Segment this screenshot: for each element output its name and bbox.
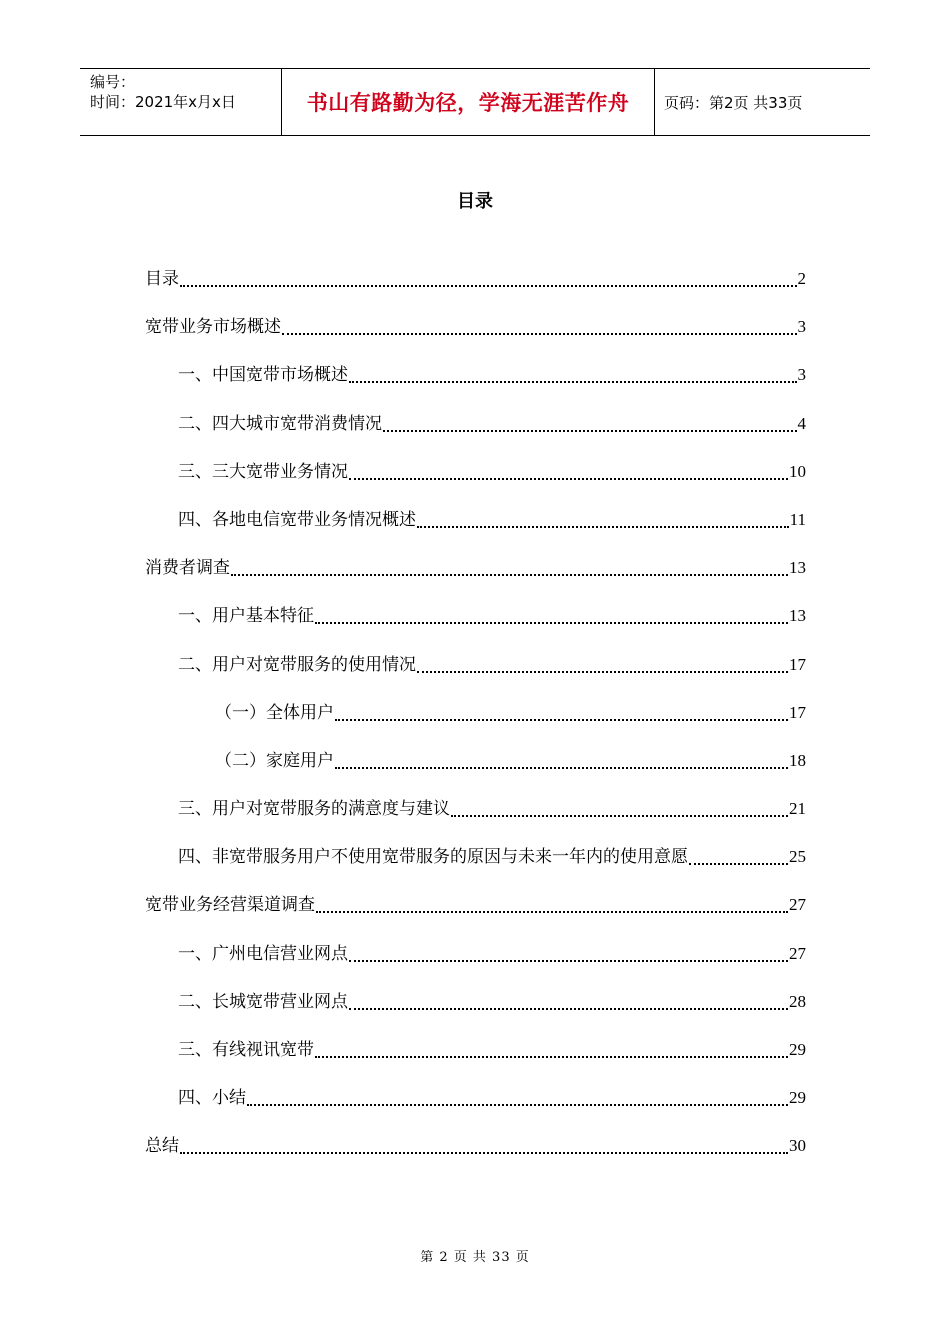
toc-entry-label: 一、用户基本特征 bbox=[178, 606, 314, 627]
toc-entry-page-number: 25 bbox=[789, 847, 806, 867]
toc-entry-page-number: 27 bbox=[789, 895, 806, 915]
toc-entry[interactable] bbox=[145, 941, 806, 989]
toc-dot-leader bbox=[349, 989, 788, 1010]
toc-dot-leader bbox=[349, 941, 788, 962]
toc-entry-label: 四、小结 bbox=[178, 1088, 246, 1109]
toc-entry-label: 目录 bbox=[145, 269, 179, 289]
toc-dot-leader bbox=[315, 603, 788, 624]
toc-entry[interactable] bbox=[145, 1085, 806, 1133]
toc-entry-label: 三、用户对宽带服务的满意度与建议 bbox=[178, 799, 450, 820]
toc-entry-page-number: 2 bbox=[797, 269, 806, 288]
toc-dot-leader bbox=[335, 748, 788, 769]
toc-entry-page-number: 10 bbox=[789, 461, 806, 481]
toc-dot-leader bbox=[383, 411, 797, 432]
toc-entry-label: 三、三大宽带业务情况 bbox=[178, 461, 348, 482]
toc-entry-label: 一、广州电信营业网点 bbox=[178, 943, 348, 964]
toc-entry[interactable] bbox=[145, 555, 806, 603]
toc-dot-leader bbox=[417, 507, 789, 528]
toc-entry[interactable] bbox=[145, 700, 806, 748]
toc-dot-leader bbox=[335, 700, 788, 721]
header-info-cell bbox=[80, 69, 282, 135]
toc-entry-page-number: 27 bbox=[789, 943, 806, 963]
toc-entry-page-number: 13 bbox=[789, 558, 806, 578]
toc-entry-page-number: 13 bbox=[789, 606, 806, 626]
header-number-label: 编号： bbox=[90, 73, 136, 91]
toc-entry-label: （一）全体用户 bbox=[215, 702, 334, 723]
toc-entry-page-number: 4 bbox=[797, 413, 806, 433]
toc-entry[interactable] bbox=[145, 507, 806, 555]
page-header bbox=[80, 68, 870, 136]
toc-entry[interactable] bbox=[145, 892, 806, 940]
toc-entry-label: （二）家庭用户 bbox=[215, 750, 334, 771]
toc-dot-leader bbox=[282, 314, 797, 335]
toc-entry-label: 二、四大城市宽带消费情况 bbox=[178, 413, 382, 434]
toc-dot-leader bbox=[247, 1085, 788, 1106]
toc-entry-label: 一、中国宽带市场概述 bbox=[178, 365, 348, 386]
toc-entry-label: 三、有线视讯宽带 bbox=[178, 1040, 314, 1060]
toc-dot-leader bbox=[689, 844, 788, 865]
page-footer: 第 2 页 共 33 页 bbox=[420, 1250, 530, 1265]
toc-dot-leader bbox=[231, 555, 788, 576]
toc-dot-leader bbox=[180, 266, 797, 287]
toc-entry[interactable] bbox=[145, 1037, 806, 1085]
toc-entry-page-number: 3 bbox=[797, 317, 806, 337]
toc-entry[interactable] bbox=[145, 1133, 806, 1181]
toc-entry-page-number: 21 bbox=[789, 799, 806, 819]
toc-entry[interactable] bbox=[145, 796, 806, 844]
toc-dot-leader bbox=[451, 796, 788, 817]
toc-entry-page-number: 17 bbox=[789, 654, 806, 674]
toc-entry-label: 宽带业务市场概述 bbox=[145, 317, 281, 338]
toc-entry[interactable] bbox=[145, 603, 806, 651]
toc-entry-page-number: 11 bbox=[789, 509, 806, 529]
toc-dot-leader bbox=[349, 459, 788, 480]
toc-entry-page-number: 29 bbox=[789, 1088, 806, 1108]
toc-entry-label: 宽带业务经营渠道调查 bbox=[145, 895, 315, 916]
header-motto-cell bbox=[282, 69, 655, 135]
toc-entry-label: 二、长城宽带营业网点 bbox=[178, 991, 348, 1012]
toc-entry[interactable] bbox=[145, 314, 806, 362]
toc-entry-page-number: 30 bbox=[789, 1136, 806, 1156]
toc-entry-label: 四、各地电信宽带业务情况概述 bbox=[178, 509, 416, 530]
toc-dot-leader bbox=[349, 362, 797, 383]
header-date-label: 时间：2021年x月x日 bbox=[90, 93, 236, 111]
toc-dot-leader bbox=[316, 892, 788, 913]
table-of-contents bbox=[145, 266, 806, 1182]
toc-dot-leader bbox=[417, 652, 788, 673]
toc-entry[interactable] bbox=[145, 652, 806, 700]
document-title: 目录 bbox=[457, 191, 493, 212]
toc-entry[interactable] bbox=[145, 748, 806, 796]
toc-entry[interactable] bbox=[145, 362, 806, 410]
toc-entry-page-number: 18 bbox=[789, 750, 806, 770]
toc-entry[interactable] bbox=[145, 411, 806, 459]
toc-entry-label: 四、非宽带服务用户不使用宽带服务的原因与未来一年内的使用意愿 bbox=[178, 847, 688, 868]
toc-entry[interactable] bbox=[145, 844, 806, 892]
toc-entry-page-number: 17 bbox=[789, 702, 806, 722]
toc-entry[interactable] bbox=[145, 459, 806, 507]
toc-dot-leader bbox=[180, 1133, 788, 1154]
toc-entry-label: 消费者调查 bbox=[145, 558, 230, 579]
toc-entry[interactable] bbox=[145, 989, 806, 1037]
toc-entry-label: 总结 bbox=[145, 1136, 179, 1157]
toc-entry-page-number: 3 bbox=[797, 365, 806, 385]
toc-entry[interactable] bbox=[145, 266, 806, 314]
header-page-cell bbox=[655, 69, 870, 135]
toc-dot-leader bbox=[315, 1037, 788, 1058]
toc-entry-label: 二、用户对宽带服务的使用情况 bbox=[178, 654, 416, 675]
header-page-label: 页码：第2页 共33页 bbox=[664, 93, 803, 112]
header-motto: 书山有路勤为径，学海无涯苦作舟 bbox=[306, 91, 630, 115]
toc-entry-page-number: 28 bbox=[789, 991, 806, 1011]
toc-entry-page-number: 29 bbox=[789, 1040, 806, 1059]
